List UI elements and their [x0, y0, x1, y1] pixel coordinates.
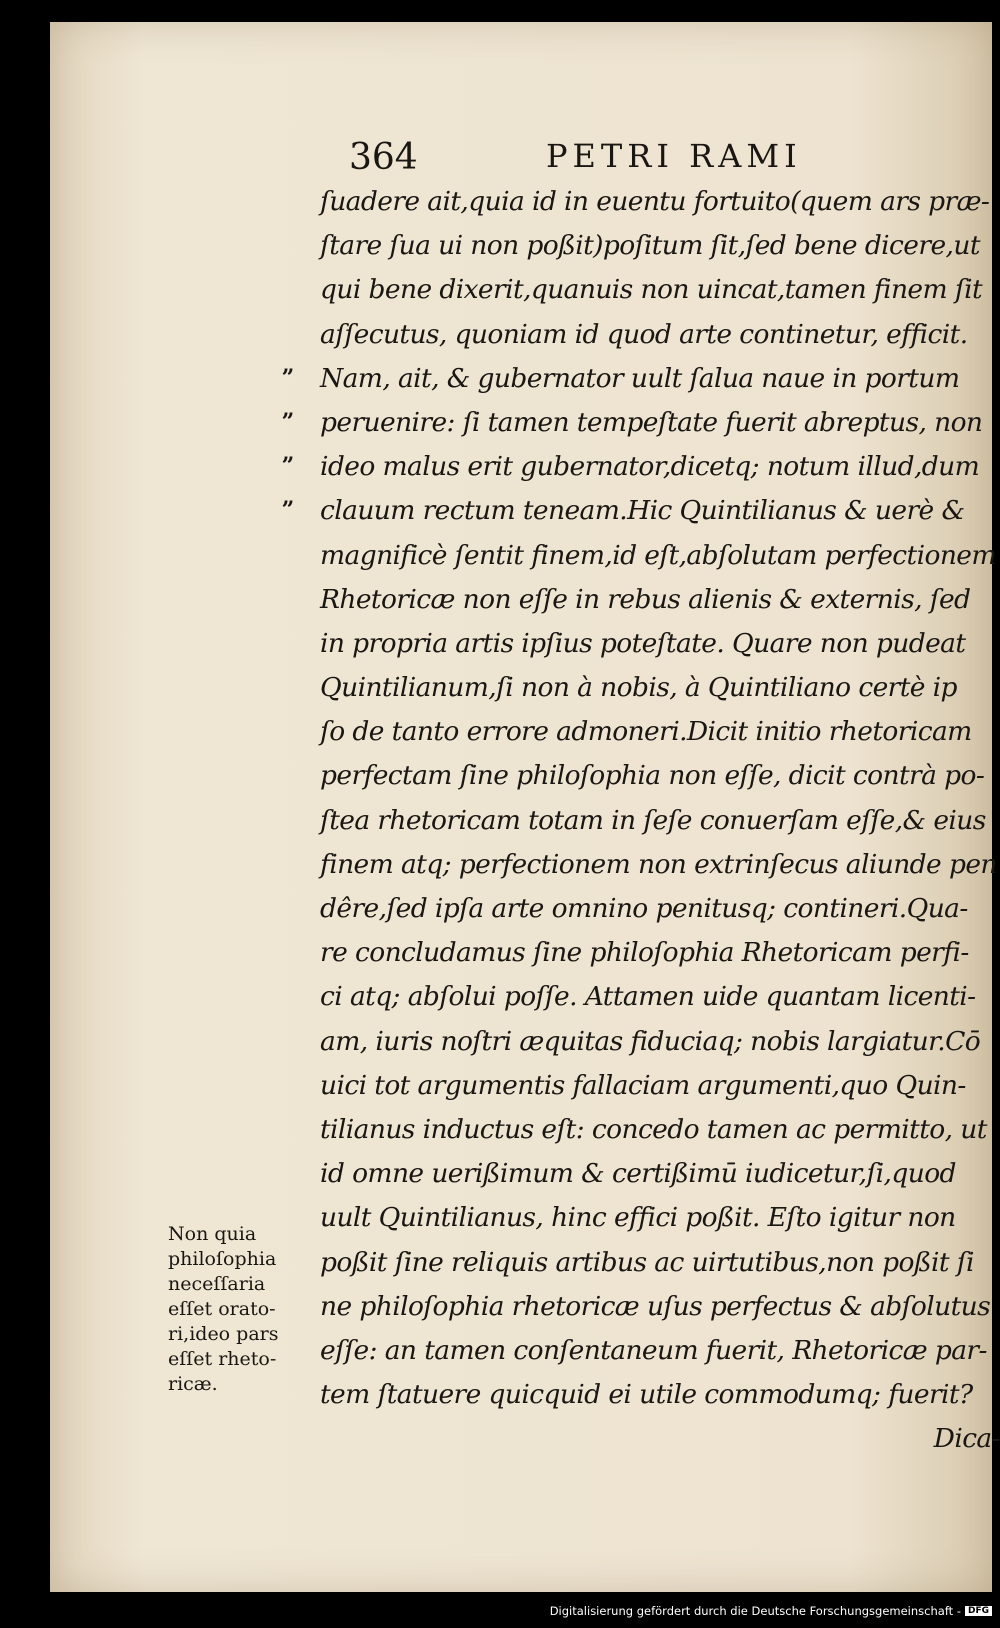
text-line: ci atq; abſolui poſſe. Attamen uide quantam licenti-: [320, 981, 976, 1013]
text-line: uici tot argumentis fallaciam argumenti,quo Quin-: [320, 1069, 966, 1101]
quote-mark: „: [282, 484, 295, 510]
quote-mark: „: [282, 440, 295, 466]
text-line: Quintilianum,ſi non à nobis, à Quintiliano certè ip: [320, 672, 957, 704]
marginal-note-line: eſſet orato-: [168, 1298, 276, 1320]
text-line: perfectam ſine philoſophia non eſſe, dicit contrà po-: [320, 760, 985, 792]
text-line: id omne uerißimum & certißimū iudicetur,ſi,quod: [320, 1158, 956, 1190]
text-line: ſuadere ait,quia id in euentu fortuito(quem ars præ-: [320, 186, 990, 217]
text-line: eſſe: an tamen conſentaneum fuerit, Rhetoricæ par-: [320, 1334, 987, 1366]
marginal-note-line: neceſſaria: [168, 1273, 266, 1295]
text-line: ſo de tanto errore admoneri.Dicit initio rhetoricam: [320, 716, 972, 748]
text-line: clauum rectum teneam.Hic Quintilianus & uerè &: [320, 495, 965, 527]
text-line: ideo malus erit gubernator,dicetq; notum illud,dum: [320, 451, 980, 483]
text-line: tilianus inductus eſt: concedo tamen ac permitto, ut: [320, 1113, 987, 1145]
text-line: ſtare ſua ui non poßit)poſitum ſit,ſed bene dicere,ut: [320, 230, 980, 262]
text-line: poßit ſine reliquis artibus ac uirtutibus,non poßit ſi: [320, 1246, 974, 1278]
catchword: Dica-: [933, 1423, 1000, 1455]
marginal-note-line: ricæ.: [168, 1373, 218, 1395]
text-line: qui bene dixerit,quanuis non uincat,tamen finem ſit: [320, 274, 982, 306]
dfg-logo: DFG: [965, 1606, 992, 1616]
text-line: aſſecutus, quoniam id quod arte continetur, efficit.: [320, 318, 968, 350]
marginal-note-line: eſſet rheto-: [168, 1348, 277, 1370]
marginal-note-line: Non quia: [168, 1223, 257, 1245]
book-page: [50, 22, 1000, 1592]
text-line: magnificè ſentit finem,id eſt,abſolutam perfectionem: [320, 539, 996, 571]
marginal-note-line: philoſophia: [168, 1248, 277, 1270]
text-line: finem atq; perfectionem non extrinſecus aliunde pen: [320, 848, 997, 880]
marginal-note: [168, 1222, 308, 1397]
text-line: ſtea rhetoricam totam in ſeſe conuerſam eſſe,& eius: [320, 804, 986, 836]
text-line: Nam, ait, & gubernator uult ſalua naue in portum: [320, 362, 960, 394]
quote-mark: „: [282, 396, 295, 422]
marginal-note-line: ri,ideo pars: [168, 1323, 279, 1345]
footer-credit-text: Digitalisierung gefördert durch die Deutsche Forschungsgemeinschaft -: [549, 1604, 961, 1618]
body-text: [320, 180, 1000, 1461]
text-line: ne philoſophia rhetoricæ uſus perfectus & abſolutus: [320, 1290, 991, 1322]
page-number: 364: [349, 137, 418, 178]
quote-mark: „: [282, 352, 295, 378]
text-line: Rhetoricæ non eſſe in rebus alienis & externis, ſed: [320, 583, 971, 615]
footer-credit: [550, 1604, 992, 1618]
text-line: am, iuris noſtri æquitas fiduciaq; nobis largiatur.Cō: [320, 1025, 981, 1057]
text-line: tem ſtatuere quicquid ei utile commodumq; fuerit?: [320, 1379, 973, 1411]
running-head: PETRI RAMI: [546, 137, 802, 175]
text-line: re concludamus ſine philoſophia Rhetoricam perfi-: [320, 937, 969, 969]
text-line: in propria artis ipſius poteſtate. Quare non pudeat: [320, 627, 966, 659]
text-line: uult Quintilianus, hinc effici poßit. Eſto igitur non: [320, 1202, 956, 1234]
text-line: dêre,ſed ipſa arte omnino penitusq; contineri.Qua-: [320, 893, 968, 924]
text-line: peruenire: ſi tamen tempeſtate fuerit abreptus, non: [320, 406, 983, 438]
